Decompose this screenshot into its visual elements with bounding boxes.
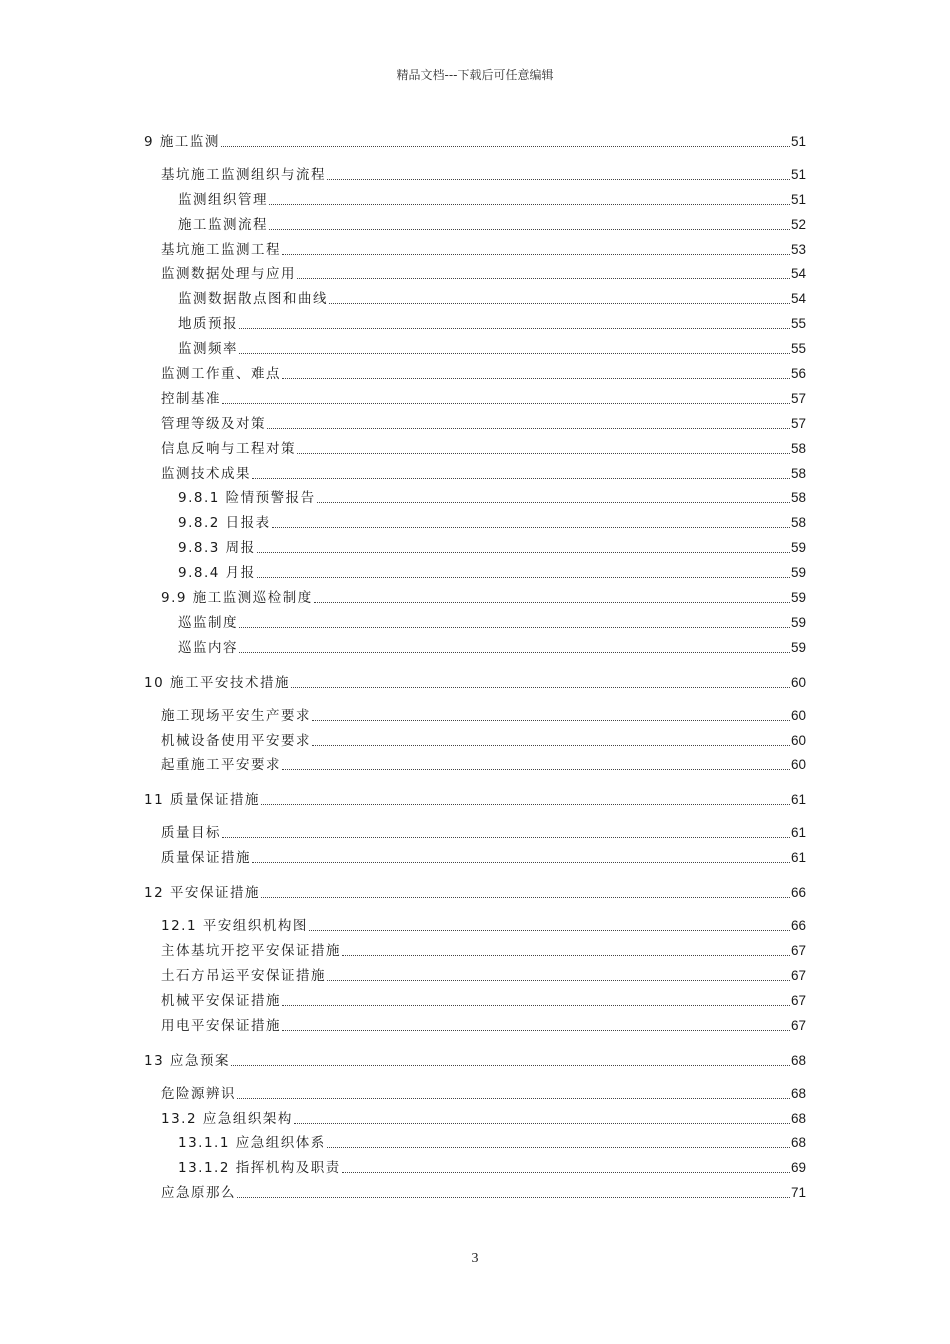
- toc-entry-title: 13 应急预案: [144, 1052, 230, 1069]
- toc-entry[interactable]: [144, 936, 806, 961]
- toc-dot-leader: [237, 1098, 790, 1099]
- toc-entry-page: 66: [790, 885, 806, 901]
- toc-entry-page: 59: [790, 565, 806, 581]
- toc-entry[interactable]: [144, 508, 806, 533]
- toc-entry-page: 60: [790, 674, 806, 690]
- toc-dot-leader: [327, 179, 790, 180]
- toc-entry-title: 13.1.2 指挥机构及职责: [178, 1160, 341, 1177]
- toc-entry[interactable]: [144, 1129, 806, 1154]
- toc-entry-page: 68: [790, 1110, 806, 1126]
- toc-dot-leader: [294, 1123, 790, 1124]
- toc-entry-page: 60: [790, 707, 806, 723]
- toc-entry[interactable]: [144, 986, 806, 1011]
- toc-entry[interactable]: [144, 1079, 806, 1104]
- toc-dot-leader: [282, 254, 790, 255]
- toc-entry-title: 用电平安保证措施: [161, 1017, 281, 1034]
- toc-entry-title: 监测工作重、难点: [161, 366, 281, 383]
- toc-entry-title: 监测技术成果: [161, 465, 251, 482]
- toc-entry-page: 58: [790, 515, 806, 531]
- toc-entry[interactable]: [144, 533, 806, 558]
- toc-entry-page: 68: [790, 1135, 806, 1151]
- toc-entry-page: 55: [790, 316, 806, 332]
- toc-dot-leader: [291, 687, 790, 688]
- toc-entry[interactable]: [144, 284, 806, 309]
- toc-dot-leader: [327, 1147, 790, 1148]
- toc-entry[interactable]: [144, 359, 806, 384]
- toc-entry[interactable]: [144, 334, 806, 359]
- toc-entry-page: 67: [790, 992, 806, 1008]
- toc-entry-page: 51: [790, 134, 806, 149]
- toc-entry-title: 12.1 平安组织机构图: [161, 918, 308, 935]
- toc-entry-title: 基坑施工监测组织与流程: [161, 166, 326, 183]
- toc-entry-page: 61: [790, 825, 806, 841]
- toc-entry[interactable]: [144, 126, 806, 152]
- toc-dot-leader: [237, 1197, 790, 1198]
- toc-entry-title: 9.9 施工监测巡检制度: [161, 590, 313, 607]
- toc-entry[interactable]: [144, 751, 806, 776]
- toc-entry[interactable]: [144, 701, 806, 726]
- toc-dot-leader: [222, 403, 790, 404]
- toc-dot-leader: [312, 720, 790, 721]
- toc-entry[interactable]: [144, 558, 806, 583]
- toc-entry[interactable]: [144, 911, 806, 936]
- toc-entry[interactable]: [144, 1153, 806, 1178]
- toc-entry-title: 巡监制度: [178, 614, 238, 631]
- toc-entry-title: 机械设备使用平安要求: [161, 732, 311, 749]
- toc-entry-page: 54: [790, 266, 806, 282]
- toc-entry-title: 应急原那么: [161, 1185, 236, 1202]
- toc-entry-title: 9.8.3 周报: [178, 540, 256, 557]
- toc-entry[interactable]: [144, 185, 806, 210]
- toc-dot-leader: [329, 303, 790, 304]
- toc-entry-page: 69: [790, 1160, 806, 1176]
- toc-dot-leader: [282, 378, 790, 379]
- toc-dot-leader: [342, 955, 790, 956]
- toc-entry[interactable]: [144, 210, 806, 235]
- toc-entry-page: 58: [790, 465, 806, 481]
- toc-entry-title: 9 施工监测: [144, 134, 220, 150]
- toc-dot-leader: [317, 502, 790, 503]
- toc-dot-leader: [267, 428, 790, 429]
- toc-dot-leader: [261, 804, 790, 805]
- toc-dot-leader: [282, 1030, 790, 1031]
- toc-dot-leader: [342, 1172, 790, 1173]
- toc-entry-page: 59: [790, 540, 806, 556]
- toc-dot-leader: [239, 627, 790, 628]
- toc-entry-title: 11 质量保证措施: [144, 792, 260, 809]
- toc-dot-leader: [231, 1065, 790, 1066]
- toc-entry-title: 基坑施工监测工程: [161, 241, 281, 258]
- toc-entry-title: 监测组织管理: [178, 191, 268, 208]
- toc-entry-page: 60: [790, 757, 806, 773]
- toc-entry[interactable]: [144, 877, 806, 903]
- toc-entry-title: 施工现场平安生产要求: [161, 707, 311, 724]
- table-of-contents: [144, 126, 806, 1203]
- toc-entry-page: 52: [790, 216, 806, 232]
- toc-entry[interactable]: [144, 384, 806, 409]
- toc-entry-title: 监测频率: [178, 341, 238, 358]
- toc-entry-page: 57: [790, 390, 806, 406]
- toc-entry[interactable]: [144, 309, 806, 334]
- toc-entry-page: 68: [790, 1052, 806, 1068]
- toc-entry-page: 68: [790, 1085, 806, 1101]
- toc-dot-leader: [282, 1005, 790, 1006]
- toc-entry[interactable]: [144, 784, 806, 810]
- toc-entry[interactable]: [144, 843, 806, 868]
- toc-entry[interactable]: [144, 1104, 806, 1129]
- toc-entry-page: 67: [790, 967, 806, 983]
- toc-entry-title: 9.8.1 险情预警报告: [178, 490, 316, 507]
- toc-entry-title: 危险源辨识: [161, 1085, 236, 1102]
- toc-entry-page: 56: [790, 366, 806, 382]
- toc-entry-title: 13.2 应急组织架构: [161, 1110, 293, 1127]
- toc-entry[interactable]: [144, 459, 806, 484]
- toc-dot-leader: [282, 769, 790, 770]
- toc-entry[interactable]: [144, 667, 806, 693]
- toc-entry[interactable]: [144, 818, 806, 843]
- toc-dot-leader: [257, 552, 790, 553]
- toc-entry-title: 质量目标: [161, 825, 221, 842]
- toc-dot-leader: [297, 453, 790, 454]
- toc-dot-leader: [312, 745, 790, 746]
- toc-entry-title: 信息反响与工程对策: [161, 440, 296, 457]
- toc-entry[interactable]: [144, 961, 806, 986]
- toc-dot-leader: [261, 897, 790, 898]
- toc-entry[interactable]: [144, 409, 806, 434]
- toc-entry[interactable]: [144, 484, 806, 509]
- toc-entry-title: 土石方吊运平安保证措施: [161, 967, 326, 984]
- toc-entry-title: 监测数据处理与应用: [161, 266, 296, 283]
- toc-dot-leader: [239, 328, 790, 329]
- toc-dot-leader: [327, 980, 790, 981]
- toc-entry-title: 机械平安保证措施: [161, 992, 281, 1009]
- toc-dot-leader: [257, 577, 790, 578]
- toc-entry-page: 58: [790, 440, 806, 456]
- page-header: 精品文档---下载后可任意编辑: [396, 68, 554, 82]
- toc-entry-title: 管理等级及对策: [161, 415, 266, 432]
- toc-entry[interactable]: [144, 633, 806, 658]
- toc-entry[interactable]: [144, 1045, 806, 1071]
- toc-entry-title: 9.8.2 日报表: [178, 515, 271, 532]
- page-number: 3: [471, 1251, 479, 1266]
- toc-dot-leader: [309, 930, 790, 931]
- toc-dot-leader: [314, 602, 790, 603]
- toc-entry[interactable]: [144, 608, 806, 633]
- toc-dot-leader: [297, 278, 790, 279]
- toc-dot-leader: [269, 204, 790, 205]
- toc-entry-page: 51: [790, 191, 806, 207]
- toc-entry-page: 57: [790, 415, 806, 431]
- toc-entry[interactable]: [144, 434, 806, 459]
- toc-entry-page: 59: [790, 614, 806, 630]
- toc-dot-leader: [221, 146, 790, 147]
- toc-entry-title: 监测数据散点图和曲线: [178, 291, 328, 308]
- toc-entry-page: 53: [790, 241, 806, 257]
- toc-dot-leader: [222, 837, 790, 838]
- toc-entry-title: 12 平安保证措施: [144, 885, 260, 902]
- toc-entry[interactable]: [144, 1178, 806, 1203]
- toc-dot-leader: [239, 353, 790, 354]
- toc-entry-title: 质量保证措施: [161, 850, 251, 867]
- toc-entry-page: 66: [790, 918, 806, 934]
- toc-entry-page: 61: [790, 850, 806, 866]
- toc-entry-title: 10 施工平安技术措施: [144, 674, 290, 691]
- toc-entry-page: 61: [790, 792, 806, 808]
- toc-entry-title: 施工监测流程: [178, 216, 268, 233]
- toc-dot-leader: [252, 478, 790, 479]
- toc-entry-page: 67: [790, 1017, 806, 1033]
- toc-entry-page: 55: [790, 341, 806, 357]
- toc-dot-leader: [269, 229, 790, 230]
- toc-entry-page: 71: [790, 1185, 806, 1201]
- toc-entry-title: 主体基坑开挖平安保证措施: [161, 943, 341, 960]
- toc-entry-page: 54: [790, 291, 806, 307]
- toc-entry-page: 59: [790, 590, 806, 606]
- toc-entry-page: 67: [790, 943, 806, 959]
- toc-entry-page: 51: [790, 166, 806, 182]
- toc-entry-title: 9.8.4 月报: [178, 565, 256, 582]
- toc-entry[interactable]: [144, 583, 806, 608]
- toc-entry[interactable]: [144, 235, 806, 260]
- toc-entry[interactable]: [144, 160, 806, 185]
- toc-entry[interactable]: [144, 1011, 806, 1036]
- toc-entry-title: 13.1.1 应急组织体系: [178, 1135, 326, 1152]
- toc-entry[interactable]: [144, 726, 806, 751]
- toc-entry-title: 起重施工平安要求: [161, 757, 281, 774]
- toc-entry-page: 59: [790, 639, 806, 655]
- toc-entry-page: 60: [790, 732, 806, 748]
- toc-entry-title: 控制基准: [161, 390, 221, 407]
- toc-entry-title: 巡监内容: [178, 639, 238, 656]
- toc-entry-title: 地质预报: [178, 316, 238, 333]
- toc-dot-leader: [272, 527, 790, 528]
- toc-entry[interactable]: [144, 260, 806, 285]
- toc-dot-leader: [239, 652, 790, 653]
- toc-entry-page: 58: [790, 490, 806, 506]
- toc-dot-leader: [252, 862, 790, 863]
